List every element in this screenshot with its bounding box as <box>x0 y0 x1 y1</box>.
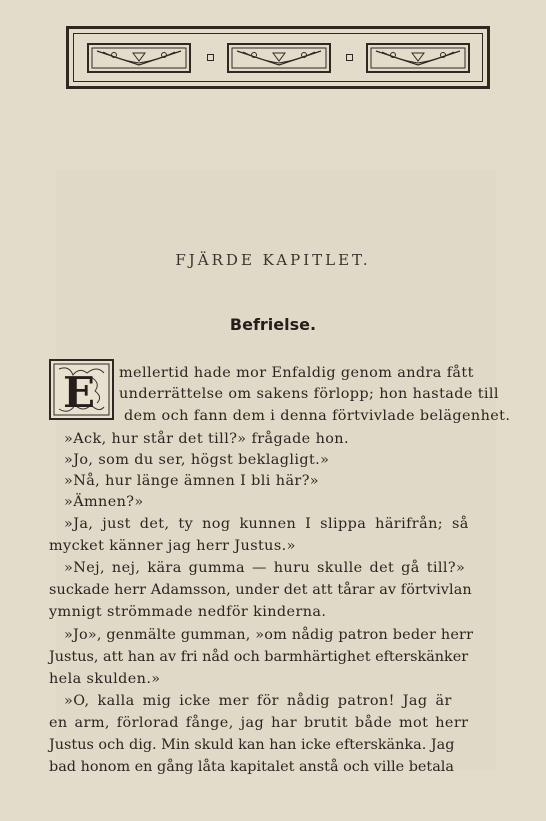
text-line: mellertid hade mor Enfaldig genom andra fått <box>119 365 474 381</box>
text-line: hela skulden.» <box>49 671 161 687</box>
chapter-heading: FJÄRDE KAPITLET. <box>175 251 371 269</box>
ornament-panel-right <box>366 43 470 73</box>
text-line: en arm, förlorad fånge, jag har brutit både mot herr <box>49 715 469 731</box>
text-line: mycket känner jag herr Justus.» <box>49 538 296 554</box>
dialogue-line: »Ämnen?» <box>64 494 144 510</box>
drop-cap-letter: E <box>63 368 96 417</box>
text-line: suckade herr Adamsson, under det att tårar av förtvivlan <box>49 582 472 598</box>
text-line: underrättelse om sakens förlopp; hon hastade till <box>119 386 499 402</box>
dialogue-line: »Ack, hur står det till?» frågade hon. <box>64 431 349 447</box>
text-line: »Jo», genmälte gumman, »om nådig patron beder herr <box>64 627 474 643</box>
text-line: ymnigt strömmade nedför kinderna. <box>49 604 327 620</box>
ornament-square-left <box>207 54 214 61</box>
dialogue-line: »Jo, som du ser, högst beklagligt.» <box>64 452 330 468</box>
text-line: Justus, att han av fri nåd och barmhärtighet efterskänker <box>49 649 469 665</box>
text-line: »Ja, just det, ty nog kunnen I slippa härifrån; så <box>64 516 469 532</box>
text-line: dem och fann dem i denna förtvivlade belägenhet. <box>124 408 511 424</box>
header-ornament-frame <box>66 26 490 89</box>
text-line: »O, kalla mig icke mer för nådig patron! Jag är <box>64 693 452 709</box>
dialogue-line: »Nå, hur länge ämnen I bli här?» <box>64 473 320 489</box>
ornament-panel-left <box>87 43 191 73</box>
ornament-square-right <box>346 54 353 61</box>
text-line: Justus och dig. Min skuld kan han icke efterskänka. Jag <box>49 737 455 753</box>
section-title: Befrielse. <box>229 315 317 334</box>
text-line: »Nej, nej, kära gumma — huru skulle det gå till?» <box>64 560 466 576</box>
drop-cap-initial <box>49 359 114 420</box>
ornament-panel-center <box>227 43 331 73</box>
text-line: bad honom en gång låta kapitalet anstå och ville betala <box>49 759 454 775</box>
